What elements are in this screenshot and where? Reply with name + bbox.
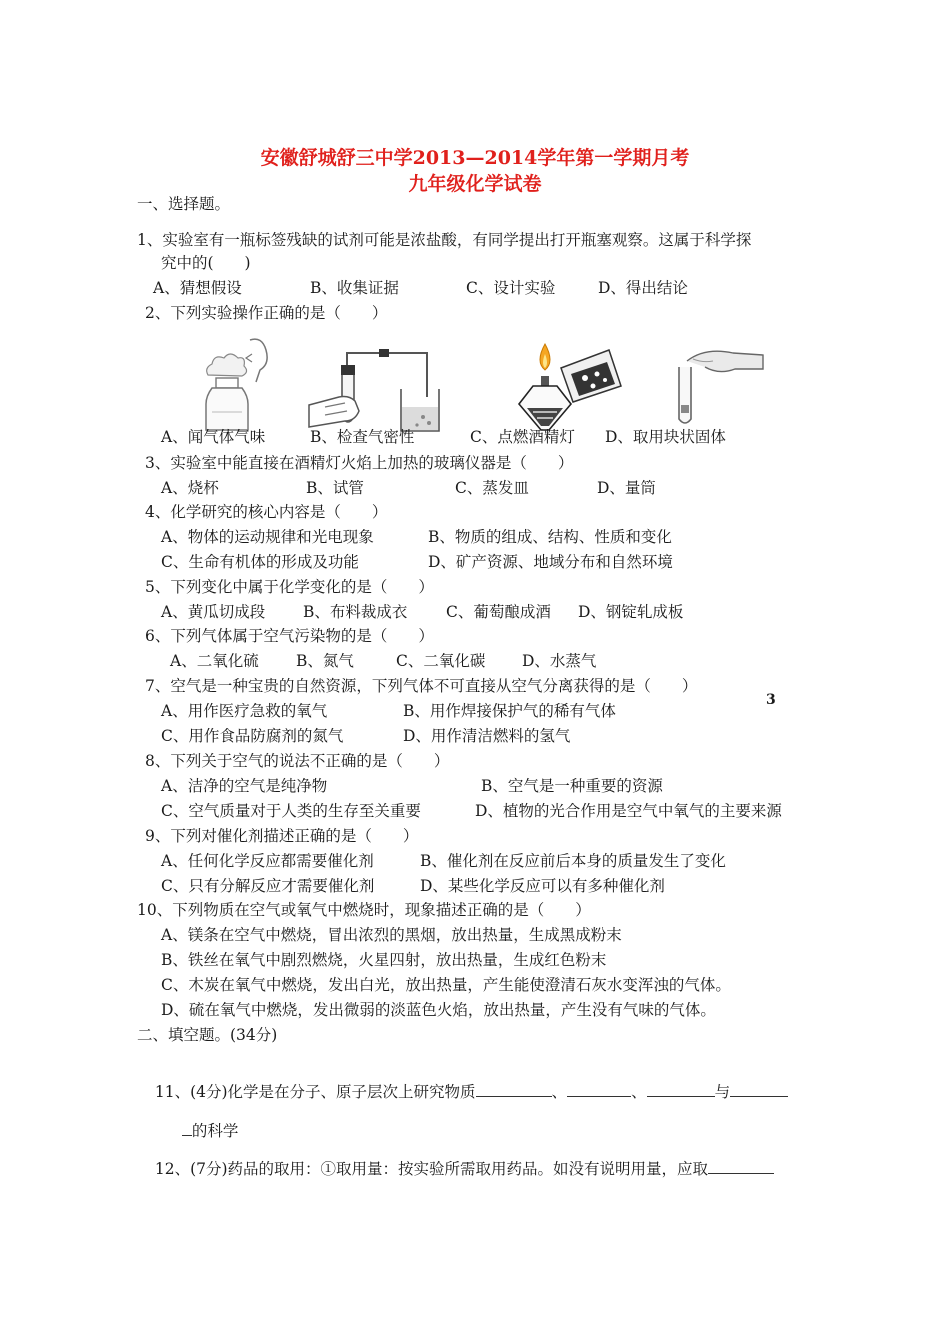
q2-stem: 2、下列实验操作正确的是（ ） [145, 304, 388, 322]
q4-option-a: A、物体的运动规律和光电现象 [161, 528, 374, 546]
smell-gas-figure [190, 330, 275, 435]
q6-option-b: B、氮气 [296, 652, 354, 670]
q1-option-d: D、得出结论 [598, 279, 688, 297]
q2-option-c: C、点燃酒精灯 [470, 428, 575, 446]
q6-option-c: C、二氧化碳 [396, 652, 486, 670]
q11-line2 [172, 1101, 238, 1141]
q7-option-d: D、用作清洁燃料的氢气 [403, 727, 571, 745]
q1-stem-line2: 究中的( ) [161, 254, 251, 272]
q8-option-a: A、洁净的空气是纯净物 [161, 777, 328, 795]
q3-stem: 3、实验室中能直接在酒精灯火焰上加热的玻璃仪器是（ ） [145, 454, 574, 472]
q2-option-b: B、检查气密性 [310, 428, 415, 446]
q11-sep1: 、 [551, 1083, 568, 1101]
q8-option-d: D、植物的光合作用是空气中氧气的主要来源 [475, 802, 782, 820]
q8-option-b: B、空气是一种重要的资源 [481, 777, 663, 795]
section1-heading: 一、选择题。 [137, 195, 231, 213]
q3-option-d: D、量筒 [597, 479, 656, 497]
section2-heading: 二、填空题。(34分) [137, 1026, 278, 1044]
q10-option-d: D、硫在氧气中燃烧，发出微弱的淡蓝色火焰，放出热量，产生没有气味的气体。 [161, 1001, 716, 1019]
q11-blank-4-cont[interactable] [182, 1121, 192, 1136]
q11-sep3: 与 [714, 1083, 731, 1101]
q8-option-c: C、空气质量对于人类的生存至关重要 [161, 802, 421, 820]
q2-option-a: A、闻气体气味 [161, 428, 266, 446]
q7-option-b: B、用作焊接保护气的稀有气体 [403, 702, 616, 720]
q5-stem: 5、下列变化中属于化学变化的是（ ） [145, 578, 434, 596]
q6-stem: 6、下列气体属于空气污染物的是（ ） [145, 627, 434, 645]
q10-option-b: B、铁丝在氧气中剧烈燃烧，火星四射，放出热量，生成红色粉末 [161, 951, 607, 969]
q11-line1 [145, 1062, 788, 1102]
q1-stem-line1: 1、实验室有一瓶标签残缺的试剂可能是浓盐酸，有同学提出打开瓶塞观察。这属于科学探 [137, 231, 752, 249]
exam-subtitle: 九年级化学试卷 [408, 173, 542, 195]
q6-option-d: D、水蒸气 [522, 652, 597, 670]
q7-option-a: A、用作医疗急救的氧气 [161, 702, 328, 720]
alcohol-lamp-figure [505, 340, 625, 435]
q4-option-c: C、生命有机体的形成及功能 [161, 553, 359, 571]
block-solid-figure [665, 345, 770, 430]
q2-option-d: D、取用块状固体 [605, 428, 726, 446]
q8-stem: 8、下列关于空气的说法不正确的是（ ） [145, 752, 450, 770]
q12-text: 12、(7分)药品的取用：①取用量：按实验所需取用药品。如没有说明用量，应取 [154, 1160, 709, 1178]
q3-option-b: B、试管 [306, 479, 364, 497]
q1-option-a: A、猜想假设 [153, 279, 242, 297]
q9-option-c: C、只有分解反应才需要催化剂 [161, 877, 375, 895]
q11-suffix: 的科学 [191, 1122, 239, 1140]
q5-option-d: D、钢锭轧成板 [578, 603, 684, 621]
q12-blank-1[interactable] [708, 1159, 774, 1174]
q1-option-b: B、收集证据 [310, 279, 399, 297]
q5-option-a: A、黄瓜切成段 [161, 603, 266, 621]
q11-blank-1[interactable] [476, 1082, 552, 1097]
q3-option-c: C、蒸发皿 [455, 479, 529, 497]
q7-option-c: C、用作食品防腐剂的氮气 [161, 727, 344, 745]
q4-option-d: D、矿产资源、地域分布和自然环境 [428, 553, 673, 571]
q10-option-c: C、木炭在氧气中燃烧，发出白光，放出热量，产生能使澄清石灰水变浑浊的气体。 [161, 976, 731, 994]
q4-option-b: B、物质的组成、结构、性质和变化 [428, 528, 672, 546]
q6-option-a: A、二氧化硫 [170, 652, 259, 670]
q12-line1 [145, 1139, 774, 1179]
airtightness-figure [305, 345, 445, 435]
q9-option-a: A、任何化学反应都需要催化剂 [161, 852, 374, 870]
q11-sep2: 、 [631, 1083, 647, 1101]
q5-option-c: C、葡萄酿成酒 [446, 603, 551, 621]
q7-stem: 7、空气是一种宝贵的自然资源，下列气体不可直接从空气分离获得的是（ ） [145, 677, 698, 695]
q11-blank-3[interactable] [647, 1082, 715, 1097]
q1-option-c: C、设计实验 [466, 279, 556, 297]
q4-stem: 4、化学研究的核心内容是（ ） [145, 503, 388, 521]
q11-blank-4[interactable] [730, 1082, 788, 1097]
q9-stem: 9、下列对催化剂描述正确的是（ ） [145, 827, 419, 845]
q3-option-a: A、烧杯 [161, 479, 219, 497]
q9-option-b: B、催化剂在反应前后本身的质量发生了变化 [420, 852, 726, 870]
q11-blank-2[interactable] [567, 1082, 631, 1097]
exam-title: 安徽舒城舒三中学2013—2014学年第一学期月考 [260, 147, 690, 169]
page-number: 3 [766, 692, 776, 708]
q11-prefix: 11、(4分)化学是在分子、原子层次上研究物质 [154, 1083, 476, 1101]
q10-stem: 10、下列物质在空气或氧气中燃烧时，现象描述正确的是（ ） [137, 901, 591, 919]
q5-option-b: B、布料裁成衣 [303, 603, 408, 621]
q9-option-d: D、某些化学反应可以有多种催化剂 [420, 877, 665, 895]
q10-option-a: A、镁条在空气中燃烧，冒出浓烈的黑烟，放出热量，生成黑成粉末 [161, 926, 622, 944]
